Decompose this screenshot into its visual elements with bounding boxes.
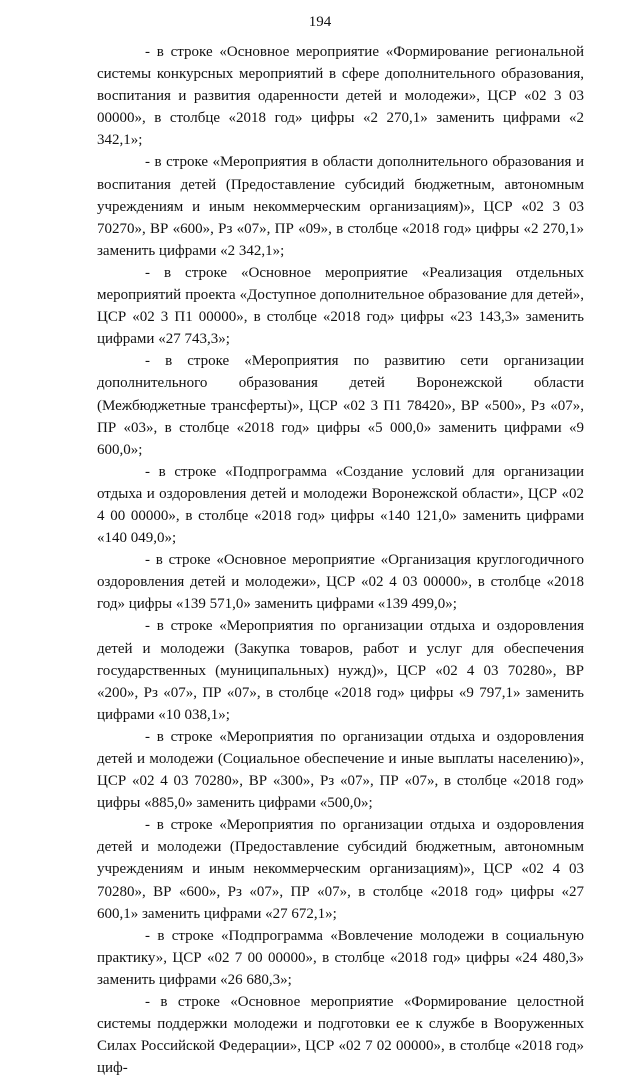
paragraph: - в строке «Подпрограмма «Вовлечение молодежи в социальную практику», ЦСР «02 7 00 00000», в столбце «2018 год» цифры «24 480,3» заменить цифрами «26 680,3»; [97,927,584,988]
paragraph: - в строке «Мероприятия по развитию сети организации дополнительного образования детей Воронежской области (Межбюджетные трансферты)», ЦСР «02 3 П1 78420», ВР «500», Рз «07», ПР «03», в столбце «2018 год» цифры «5 000,0» заменить цифрами «9 600,0»; [97,353,584,458]
paragraph: - в строке «Основное мероприятие «Реализация отдельных мероприятий проекта «Доступное дополнительное образование для детей», ЦСР «02 3 П1 00000», в столбце «2018 год» цифры «23 143,3» заменить цифрами «27 743,3»; [97,264,584,348]
paragraph: - в строке «Мероприятия в области дополнительного образования и воспитания детей (Предоставление субсидий бюджетным, автономным учреждениям и иным некоммерческим организациям)», ЦСР «02 3 03 70270», ВР «600», Рз «07», ПР «09», в столбце «2018 год» цифры «2 270,1» заменить цифрами «2 342,1»; [97,154,584,259]
page-number: 194 [308,14,332,30]
paragraph: - в строке «Мероприятия по организации отдыха и оздоровления детей и молодежи (Закупка товаров, работ и услуг для обеспечения государственных (муниципальных) нужд)», ЦСР «02 4 03 70280», ВР «200», Рз «07», ПР «07», в столбце «2018 год» цифры «9 797,1» заменить цифрами «10 038,1»; [97,618,584,723]
paragraph: - в строке «Основное мероприятие «Формирование целостной системы поддержки молодежи и подготовки ее к службе в Вооруженных Силах Российской Федерации», ЦСР «02 7 02 00000», в столбце «2018 год» циф- [97,994,584,1077]
paragraph: - в строке «Подпрограмма «Создание условий для организации отдыха и оздоровления детей и молодежи Воронежской области», ЦСР «02 4 00 00000», в столбце «2018 год» цифры «140 121,0» заменить цифрами «140 049,0»; [97,463,584,547]
paragraph: - в строке «Основное мероприятие «Формирование региональной системы конкурсных мероприятий в сфере дополнительного образования, воспитания и развития одаренности детей и молодежи», ЦСР «02 3 03 00000», в столбце «2018 год» цифры «2 270,1» заменить цифрами «2 342,1»; [97,44,584,149]
paragraph: - в строке «Мероприятия по организации отдыха и оздоровления детей и молодежи (Социальное обеспечение и иные выплаты населению)», ЦСР «02 4 03 70280», ВР «300», Рз «07», ПР «07», в столбце «2018 год» цифры «885,0» заменить цифрами «500,0»; [97,728,584,812]
paragraph: - в строке «Мероприятия по организации отдыха и оздоровления детей и молодежи (Предоставление субсидий бюджетным, автономным учреждениям и иным некоммерческим организациям)», ЦСР «02 4 03 70280», ВР «600», Рз «07», ПР «07», в столбце «2018 год» цифры «27 600,1» заменить цифрами «27 672,1»; [97,817,584,922]
paragraph: - в строке «Основное мероприятие «Организация круглогодичного оздоровления детей и молодежи», ЦСР «02 4 03 00000», в столбце «2018 год» цифры «139 571,0» заменить цифрами «139 499,0»; [97,552,584,613]
document-body [97,41,584,1079]
